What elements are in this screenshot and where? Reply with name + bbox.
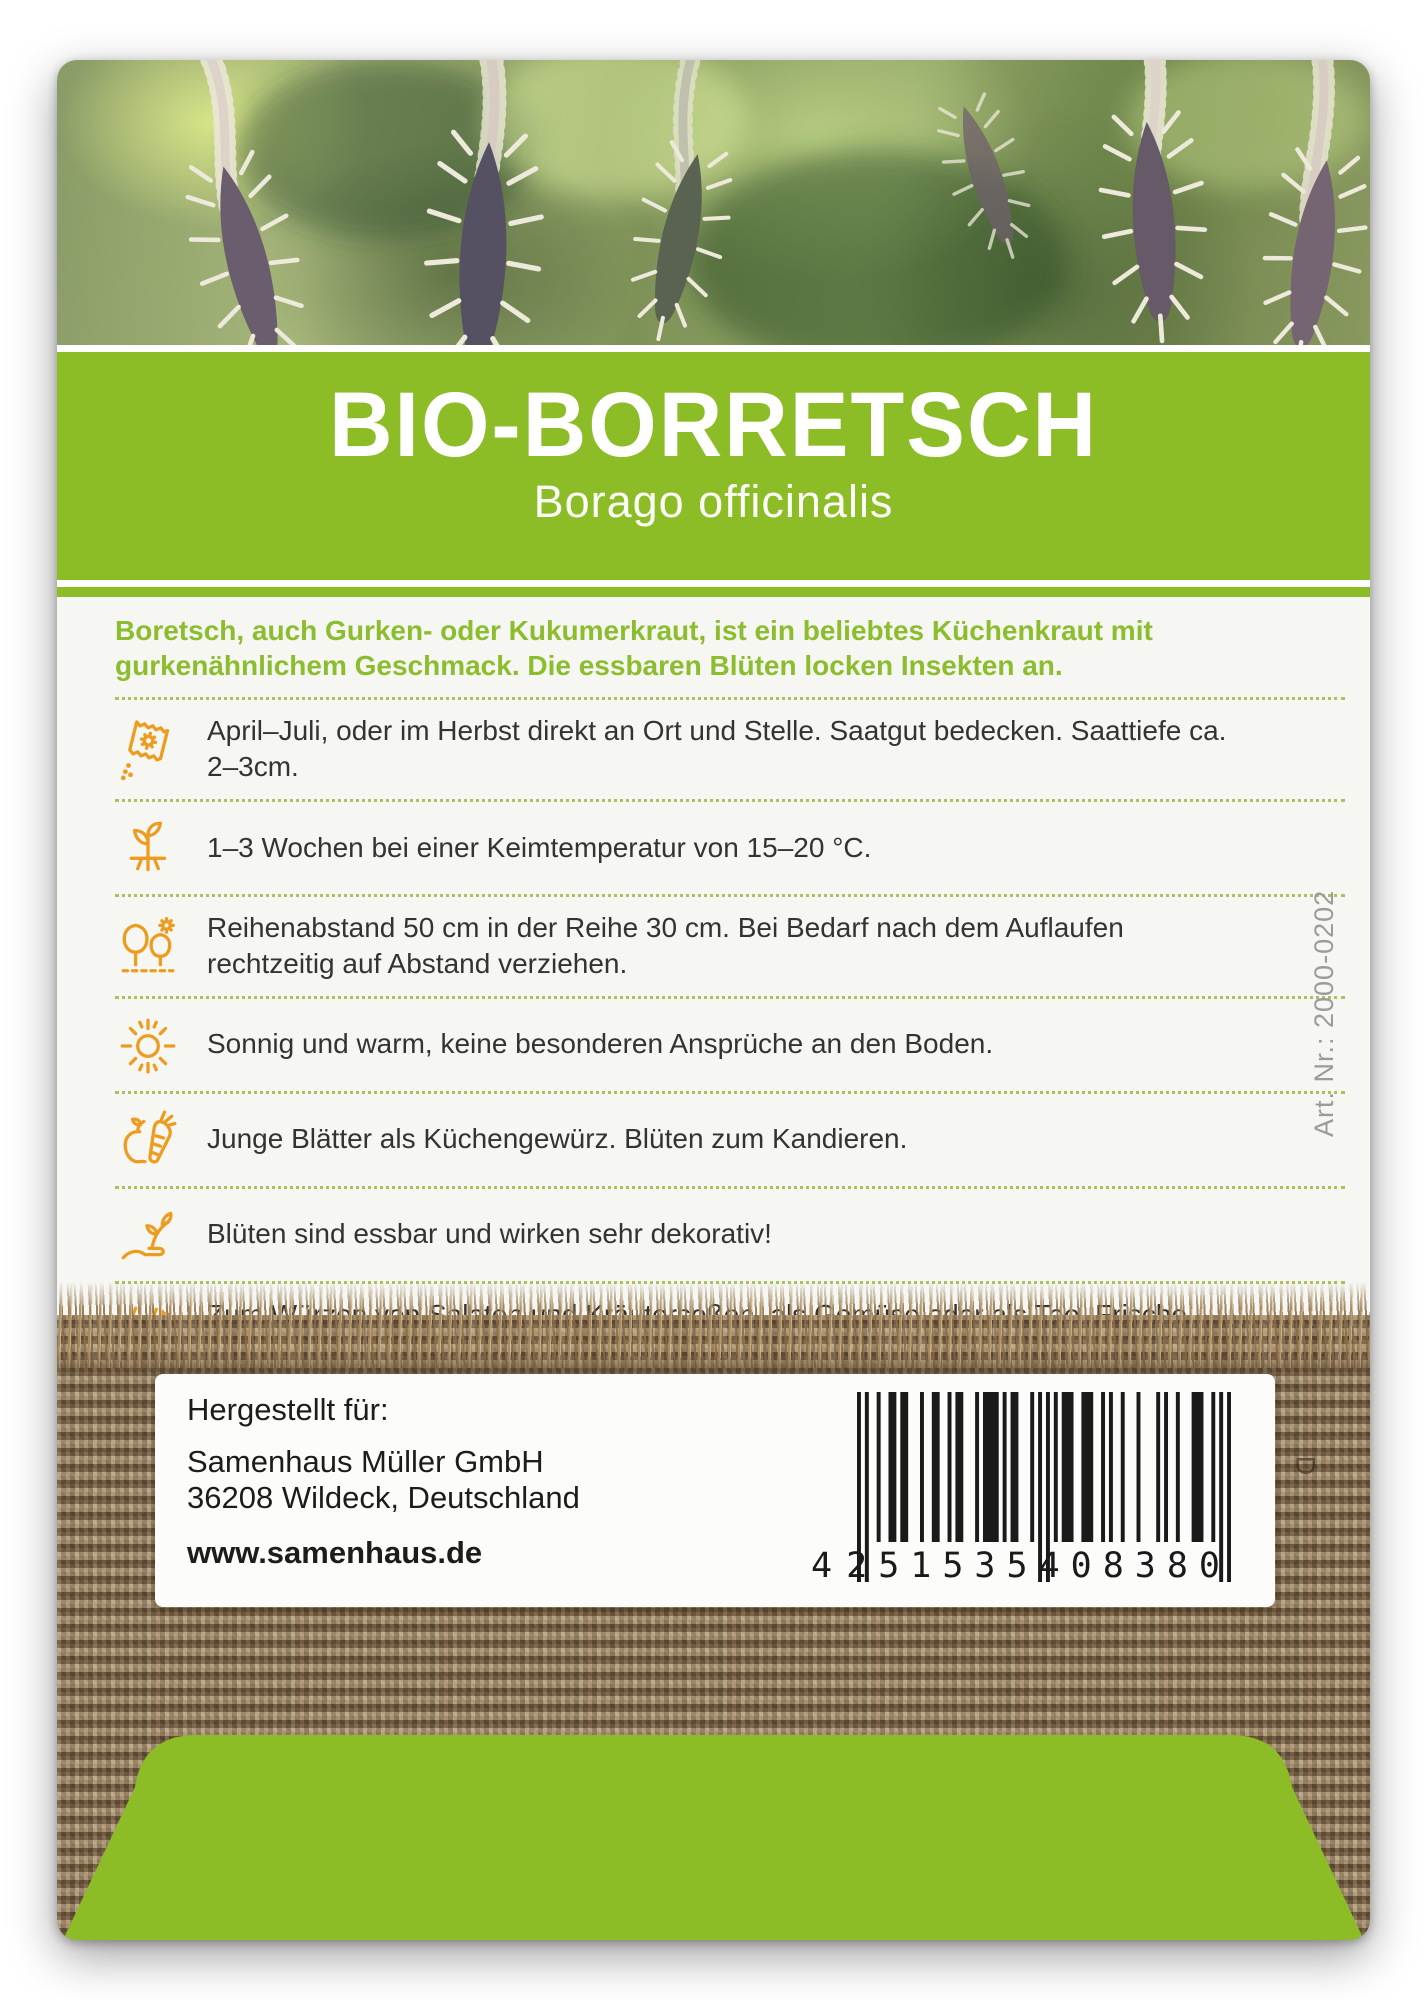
instruction-row <box>115 1091 1345 1186</box>
barcode-digit-group: 4 <box>811 1546 833 1586</box>
instruction-row <box>115 894 1345 996</box>
borage-buds-photo <box>57 60 1370 345</box>
product-title: BIO-BORRETSCH <box>328 372 1099 476</box>
divider-line-top <box>57 345 1370 352</box>
instruction-row <box>115 697 1345 799</box>
instruction-row <box>115 799 1345 894</box>
seed-packet-back <box>57 60 1370 1940</box>
article-number: Art. Nr.: 2000-0202 <box>1309 889 1339 1137</box>
manufacturer-box <box>155 1374 1275 1607</box>
barcode-digit-group: 408380 <box>1038 1546 1231 1586</box>
frayed-paper-edge <box>57 1282 1370 1368</box>
barcode <box>811 1390 1231 1595</box>
manufacturer-city: 36208 Wildeck, Deutschland <box>187 1479 580 1515</box>
title-band <box>57 352 1370 580</box>
bottom-flap <box>57 1735 1370 1940</box>
print-mark: D <box>1290 1455 1321 1476</box>
instruction-text: Junge Blätter als Küchengewürz. Blüten zum Kandieren. <box>207 1123 908 1155</box>
divider-line-bottom <box>57 580 1370 587</box>
barcode-digits <box>811 1546 1231 1586</box>
manufacturer-name: Samenhaus Müller GmbH <box>187 1443 544 1479</box>
seed-packet-icon <box>115 716 207 782</box>
instruction-text: Reihenabstand 50 cm in der Reihe 30 cm. Bei Bedarf nach dem Auflaufen rechtzeitig auf Abstand verziehen. <box>207 911 1124 980</box>
hand-plant-icon <box>115 1202 207 1268</box>
intro-text: Boretsch, auch Gurken- oder Kukumerkraut, ist ein beliebtes Küchenkraut mit gurkenähnlichem Geschmack. Die essbaren Blüten locken Insekten an. <box>115 615 1153 682</box>
instruction-text: April–Juli, oder im Herbst direkt an Ort und Stelle. Saatgut bedecken. Saattiefe ca. 2–3cm. <box>207 715 1227 783</box>
barcode-digit-group: 251535 <box>846 1546 1039 1586</box>
instruction-row <box>115 996 1345 1091</box>
seedling-icon <box>115 815 207 881</box>
instruction-text: Blüten sind essbar und wirken sehr dekorativ! <box>207 1218 772 1250</box>
green-accent-strip <box>57 587 1370 597</box>
plant-spacing-icon <box>115 913 207 979</box>
instruction-text: Sonnig und warm, keine besonderen Ansprüche an den Boden. <box>207 1028 994 1060</box>
botanical-name: Borago officinalis <box>533 476 894 527</box>
instruction-row <box>115 1186 1345 1281</box>
borage-photo-illustration <box>57 60 1370 345</box>
manufacturer-address-block <box>187 1392 580 1571</box>
info-panel <box>57 597 1370 1295</box>
sun-icon <box>115 1012 207 1078</box>
manufacturer-label: Hergestellt für: <box>187 1392 389 1427</box>
vegetables-icon <box>115 1107 207 1173</box>
manufacturer-website: www.samenhaus.de <box>187 1534 483 1570</box>
instruction-text: 1–3 Wochen bei einer Keimtemperatur von 15–20 °C. <box>207 831 872 863</box>
